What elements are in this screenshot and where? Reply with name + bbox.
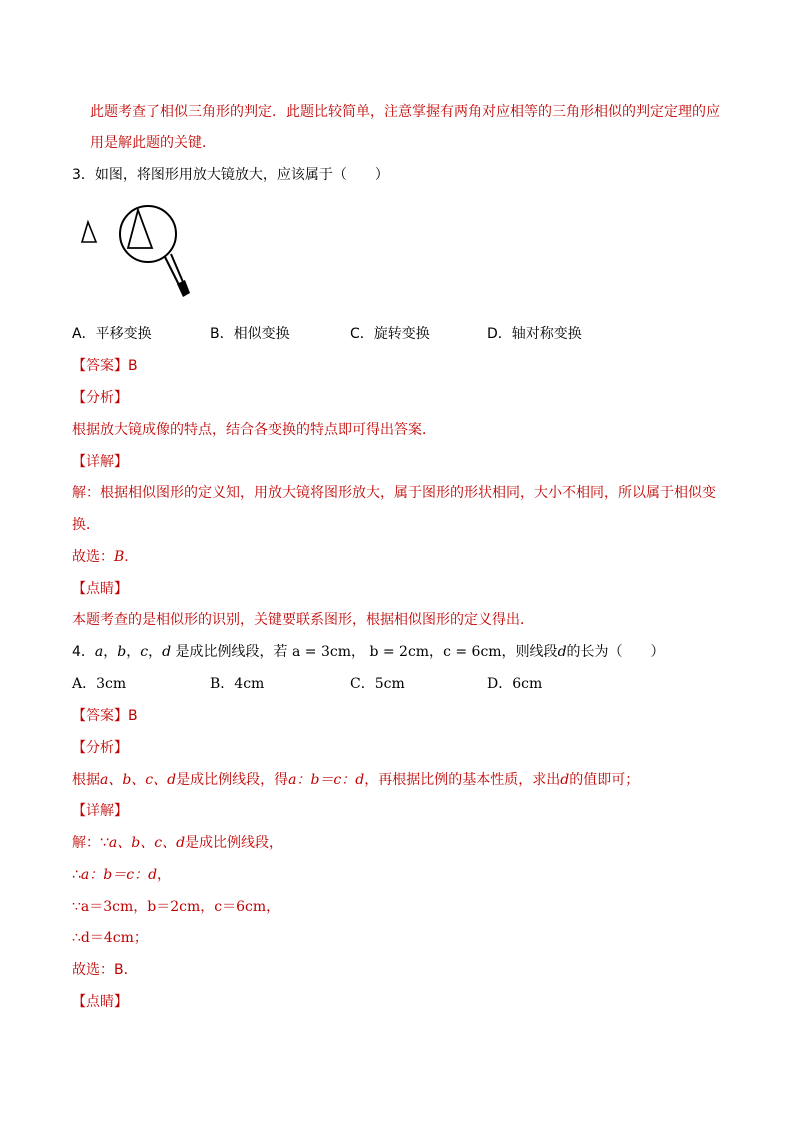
- small-triangle-icon: [82, 222, 96, 242]
- q3-choice-b: B．相似变换: [210, 326, 290, 342]
- q3-detail-line-1: 解：根据相似图形的定义知，用放大镜将图形放大，属于图形的形状相同，大小不相同，所以属于相似变: [72, 485, 716, 501]
- text: 的值即可；: [569, 772, 640, 788]
- answer-value: B: [128, 708, 138, 724]
- stem-end: 则线段: [515, 644, 558, 660]
- sep: ，: [126, 644, 141, 660]
- text: ，: [157, 867, 172, 883]
- q4-analysis: [72, 770, 639, 790]
- vars: a、b、c、d: [108, 835, 186, 851]
- therefore-sign: ∴: [72, 930, 81, 946]
- text: 解：∵: [72, 835, 109, 851]
- q3-analysis: 根据放大镜成像的特点，结合各变换的特点即可得出答案．: [72, 422, 436, 438]
- q4-detail-line-2: [72, 865, 171, 885]
- answer-value: B: [128, 358, 138, 374]
- sep: ，: [103, 644, 118, 660]
- q3-choose: [72, 547, 138, 567]
- result: d＝4cm；: [80, 930, 148, 946]
- intro-line-2: 用是解此题的关键．: [90, 135, 216, 151]
- sep: ，: [148, 644, 163, 660]
- q4-choice-b: B．4cm: [210, 676, 265, 692]
- q4-detail-line-1: [72, 833, 283, 853]
- choose-suffix: ．: [124, 549, 139, 565]
- q3-choice-c: C．旋转变换: [350, 326, 430, 342]
- q3-analysis-tag: 【分析】: [72, 390, 128, 406]
- stem-mid: 是成比例线段，若: [175, 644, 288, 660]
- q4-choice-d: D．6cm: [487, 676, 543, 692]
- var-b: b: [117, 644, 127, 660]
- q3-choice-a: A．平移变换: [72, 326, 152, 342]
- var-c: c: [140, 644, 149, 660]
- q3-stem: 3．如图，将图形用放大镜放大，应该属于（ ）: [72, 167, 389, 183]
- var-d: d: [162, 644, 172, 660]
- cond-a: a = 3cm，: [291, 644, 365, 660]
- intro-line-1: 此题考查了相似三角形的判定．此题比较简单，注意掌握有两角对应相等的三角形相似的判定定理的应: [90, 104, 720, 120]
- q4-detail-tag: 【详解】: [72, 803, 128, 819]
- answer-tag: 【答案】: [72, 708, 128, 724]
- text: 是成比例线段，: [185, 835, 284, 851]
- q3-comment: 本题考查的是相似形的识别，关键要联系图形，根据相似图形的定义得出．: [72, 612, 534, 628]
- q3-figure: [72, 196, 202, 308]
- because-sign: ∵: [72, 899, 81, 915]
- var-d: d: [557, 644, 567, 660]
- text: 是成比例线段，得: [176, 772, 289, 788]
- q4-choice-c: C．5cm: [350, 676, 405, 692]
- stem-end: 的长为（ ）: [566, 644, 665, 660]
- q4-detail-line-3: [72, 897, 280, 917]
- var-d: d: [560, 772, 570, 788]
- var-a: a: [94, 644, 104, 660]
- vars: a、b、c、d: [100, 772, 177, 788]
- cond-b: b = 2cm，: [369, 644, 444, 660]
- q4-number: 4．: [72, 644, 95, 660]
- q4-choose: 故选：B．: [72, 962, 138, 978]
- ratio: a：b＝c：d: [80, 867, 158, 883]
- q3-detail-line-2: 换．: [72, 517, 100, 533]
- ratio: a：b＝c：d: [288, 772, 365, 788]
- q4-stem: [72, 642, 665, 662]
- choose-prefix: 故选：: [72, 549, 114, 565]
- q4-detail-line-4: [72, 928, 148, 948]
- q4-analysis-tag: 【分析】: [72, 740, 128, 756]
- q3-detail-tag: 【详解】: [72, 454, 128, 470]
- q3-comment-tag: 【点睛】: [72, 581, 128, 597]
- cond-c: c = 6cm，: [443, 644, 516, 660]
- q3-answer: [72, 356, 138, 376]
- values: a＝3cm，b＝2cm，c＝6cm，: [80, 899, 281, 915]
- choose-value: B: [114, 549, 125, 565]
- answer-tag: 【答案】: [72, 358, 128, 374]
- q3-choice-d: D．轴对称变换: [487, 326, 582, 342]
- q4-choice-a: A．3cm: [72, 676, 127, 692]
- q4-comment-tag: 【点睛】: [72, 994, 128, 1010]
- text: ，再根据比例的基本性质，求出: [364, 772, 561, 788]
- q4-answer: [72, 706, 138, 726]
- magnifying-glass-icon: [120, 206, 190, 297]
- text: 根据: [72, 772, 100, 788]
- therefore-sign: ∴: [72, 867, 81, 883]
